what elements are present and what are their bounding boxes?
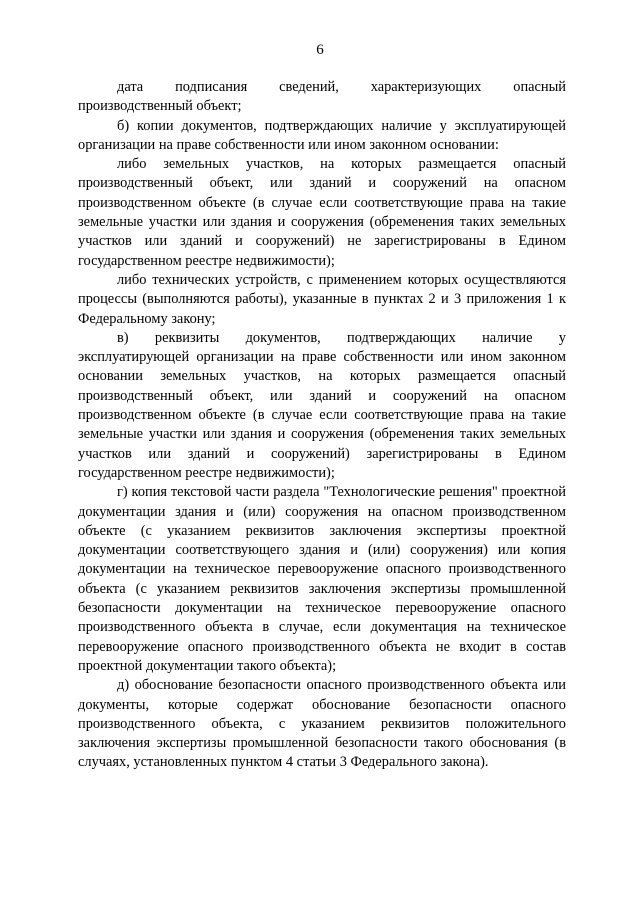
paragraph-signing-date: дата подписания сведений, характеризующих опасный производственный объект; [78, 79, 566, 115]
paragraph-b-document-copies: б) копии документов, подтверждающих наличие у эксплуатирующей организации на праве собственности или ином законном основании: [78, 117, 566, 153]
paragraph-d-safety-justification: д) обоснование безопасности опасного производственного объекта или документы, которые содержат обоснование безопасности опасного производственного объекта, с указанием реквизитов положительного заключения экспертизы промышленной безопасности такого обоснования (в случаях, установленных пунктом 4 статьи 3 Федерального закона). [78, 677, 566, 771]
paragraph-technical-devices: либо технических устройств, с применением которых осуществляются процессы (выполняются работы), указанные в пунктах 2 и 3 приложения 1 к Федеральному закону; [78, 271, 566, 327]
paragraph-g-technological-solutions: г) копия текстовой части раздела "Технологические решения" проектной документации здания и (или) сооружения на опасном производственном объекте (с указанием реквизитов заключения экспертизы проектной документации соответствующего здания и (или) сооружения) или копия документации на техническое перевооружение опасного производственного объекта (с указанием реквизитов заключения экспертизы промышленной безопасности документации на техническое перевооружение опасного производственного объекта в случае, если документация на техническое перевооружение опасного производственного объекта не входит в состав проектной документации такого объекта); [78, 484, 566, 674]
document-body [78, 78, 566, 773]
paragraph-v-document-details: в) реквизиты документов, подтверждающих наличие у эксплуатирующей организации на праве собственности или ином законном основании земельных участков, на которых размещается опасный производственный объект, или зданий и сооружений на опасном производственном объекте (в случае если соответствующие права на такие земельные участки или здания и сооружения (обременения таких земельных участков или зданий и сооружений) зарегистрированы в Едином государственном реестре недвижимости); [78, 329, 566, 481]
page-number: 6 [316, 42, 324, 58]
paragraph-land-plots: либо земельных участков, на которых размещается опасный производственный объект, или зданий и сооружений на опасном производственном объекте (в случае если соответствующие права на такие земельные участки или здания и сооружения (обременения таких земельных участков или зданий и сооружений) не зарегистрированы в Едином государственном реестре недвижимости); [78, 156, 566, 269]
